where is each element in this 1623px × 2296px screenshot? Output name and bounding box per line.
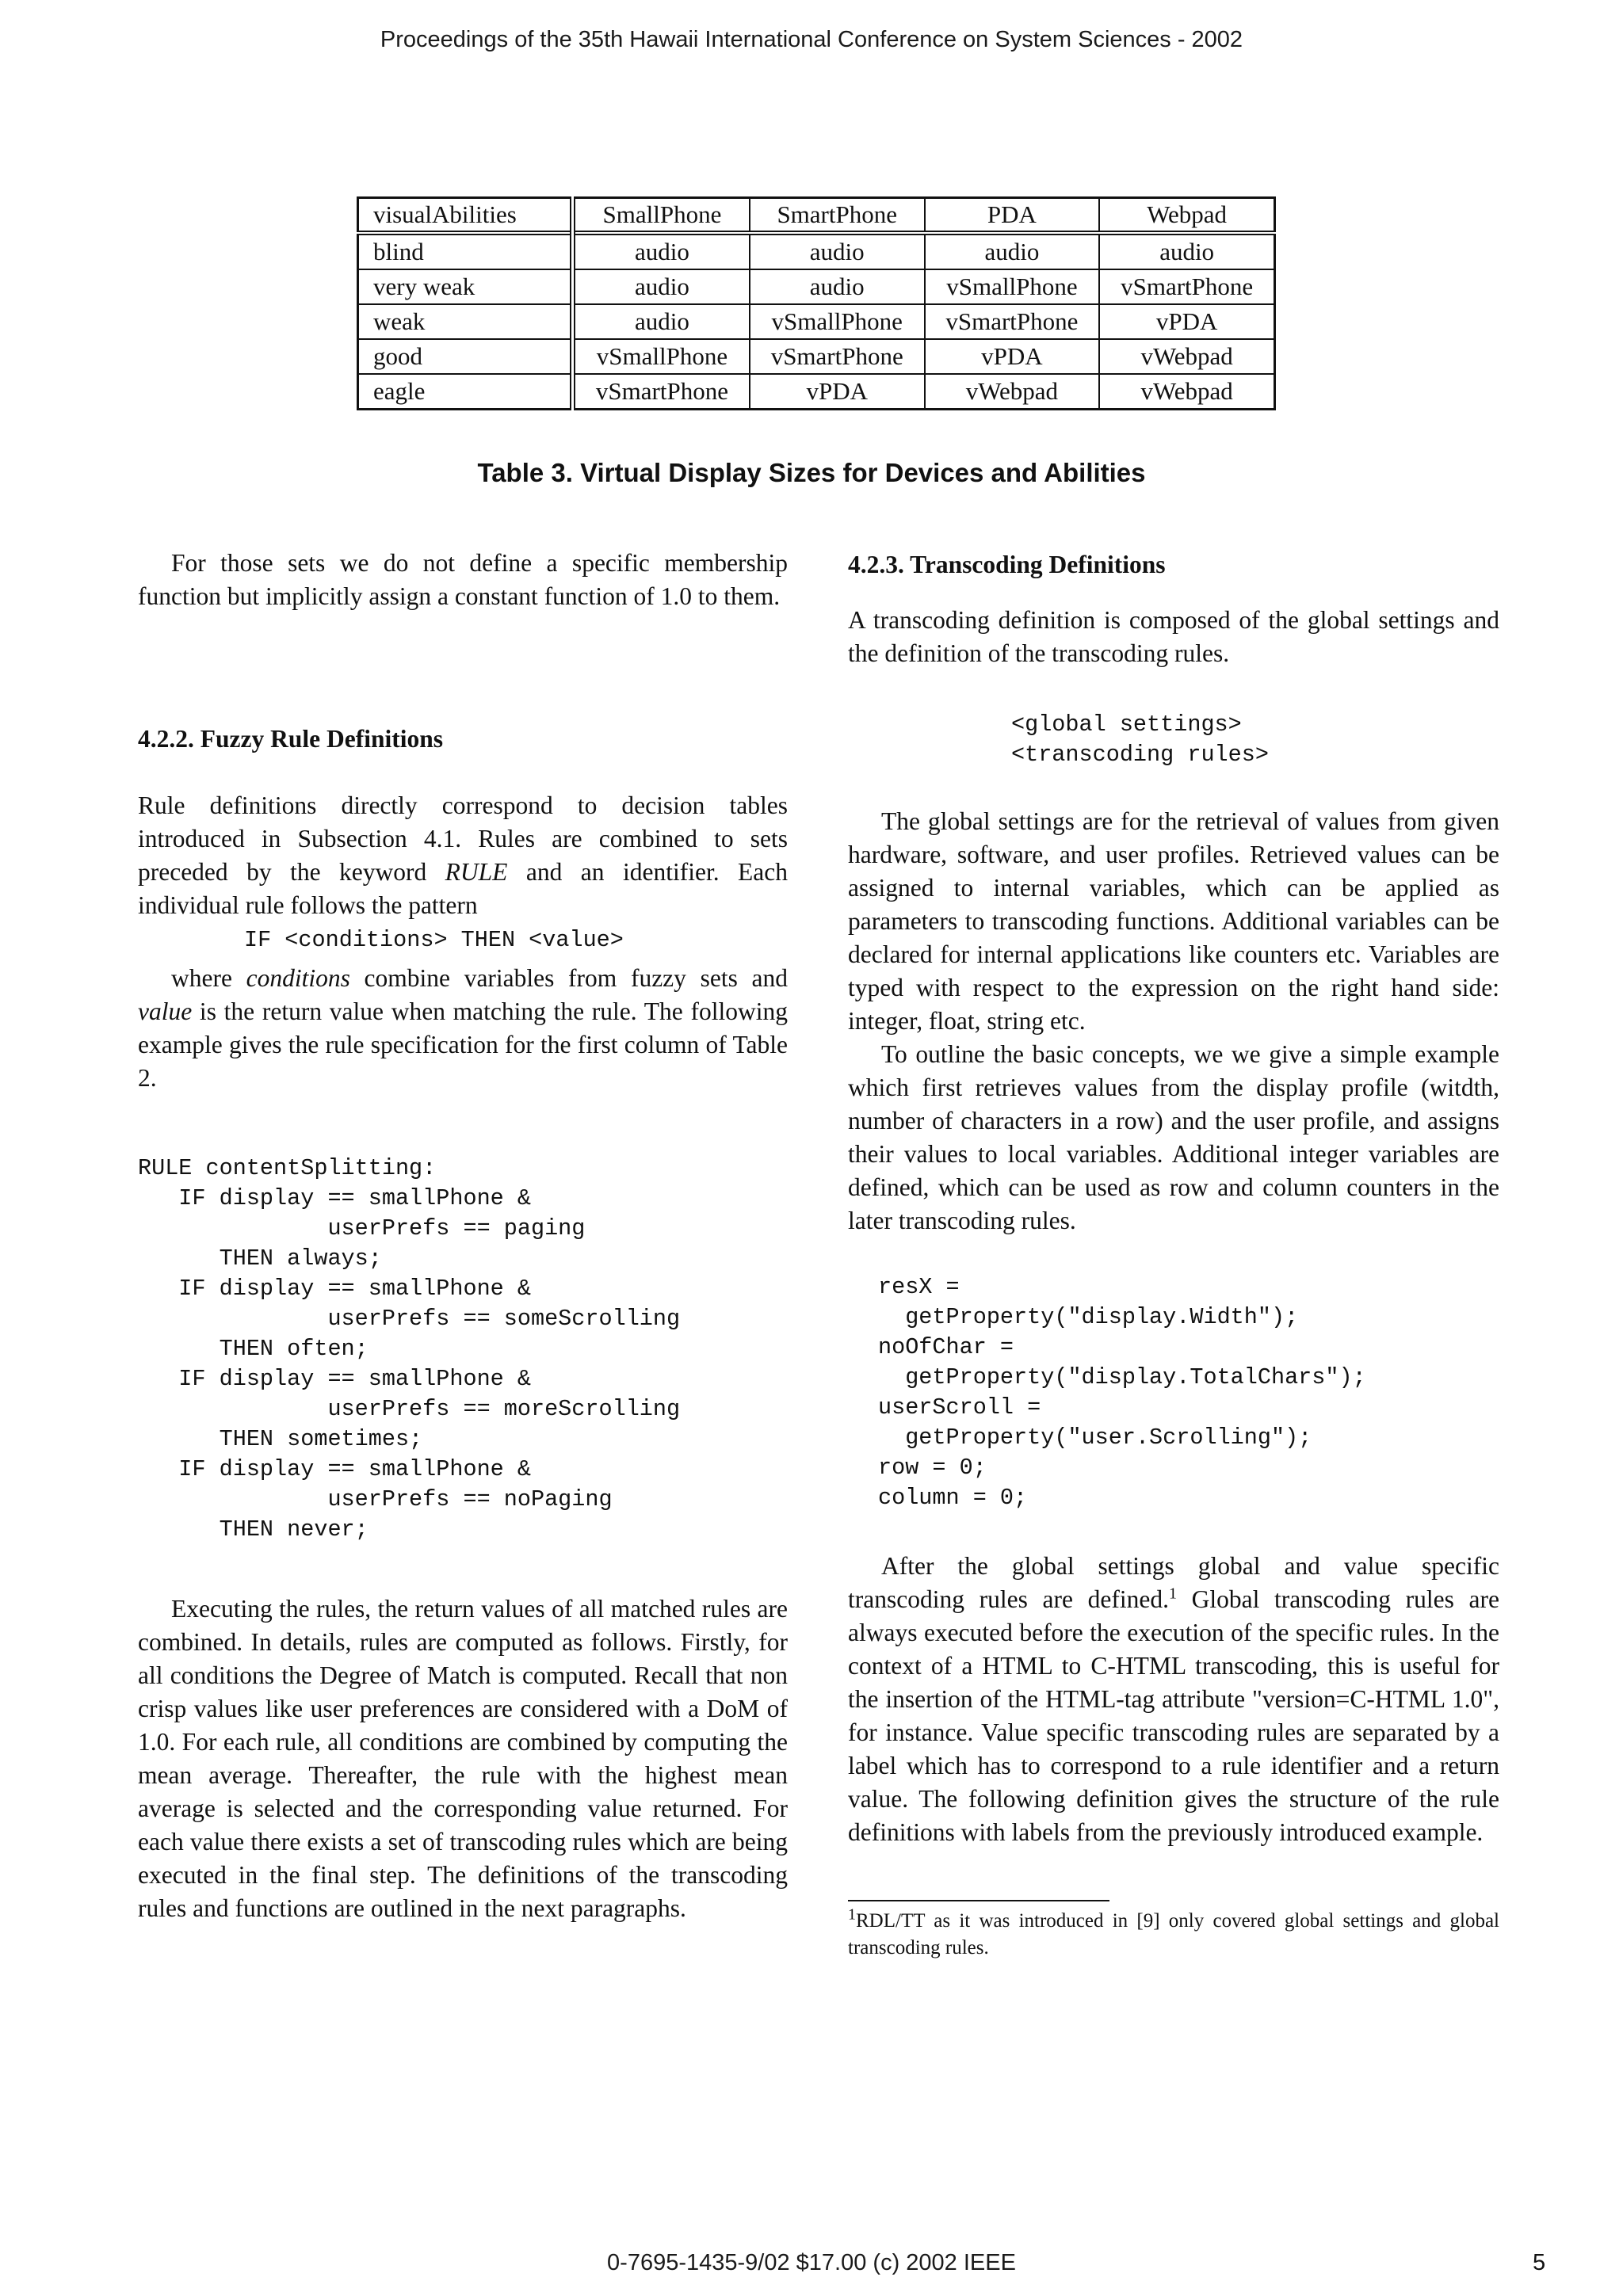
footnote-text: RDL/TT as it was introduced in [9] only covered global settings and global transcoding rules. [848,1910,1499,1958]
right-paragraph-3 [848,1038,1499,1238]
text-run: and an identifier. Each individual rule follows the pattern [138,858,788,919]
table-cell: vPDA [750,374,925,410]
table-cell: vSmallPhone [925,269,1100,304]
paragraph-text: For those sets we do not define a specific membership function but implicitly assign a constant function of 1.0 to them. [138,549,788,610]
left-paragraph-3 [138,962,788,1095]
left-paragraph-4 [138,1592,788,1925]
table-header-cell: PDA [925,198,1100,234]
footnote-number: 1 [848,1905,856,1924]
table-row [358,339,1275,374]
table-cell: vSmartPhone [750,339,925,374]
table-cell: vWebpad [1099,374,1274,410]
footnote-divider [848,1900,1109,1901]
table-cell: audio [750,233,925,269]
paragraph-text: To outline the basic concepts, we we give a simple example which first retrieves values from the display profile (witdth, number of characters in a row) and the user profile, and assigns their values to local variables. Additional integer variables are defined, which can be used as row and column counters in the later transcoding rules. [848,1040,1499,1234]
text-run: After the global settings global and value specific transcoding rules are defined. [848,1552,1499,1613]
table-cell: very weak [358,269,573,304]
right-paragraph-1 [848,604,1499,670]
table-cell: vSmartPhone [1099,269,1274,304]
table-cell: vSmallPhone [573,339,750,374]
table-cell: audio [573,304,750,339]
footnote-marker[interactable]: 1 [1168,1585,1177,1603]
table-cell: vPDA [925,339,1100,374]
section-heading-4-2-3: 4.2.3. Transcoding Definitions [848,551,1166,578]
rule-pattern: IF <conditions> THEN <value> [244,927,624,953]
definition-structure-code: <global settings> <transcoding rules> [1011,711,1269,768]
table-cell: eagle [358,374,573,410]
footnote [848,1905,1499,1962]
right-paragraph-2 [848,805,1499,1038]
table-header-cell: Webpad [1099,198,1274,234]
text-run: is the return value when matching the rule. The following example gives the rule specification for the first column of Table 2. [138,997,788,1092]
table-cell: weak [358,304,573,339]
table-cell: vSmallPhone [750,304,925,339]
table-cell: audio [573,269,750,304]
table-cell: audio [1099,233,1274,269]
term-emphasis: conditions [246,964,350,992]
table-row [358,374,1275,410]
running-header: Proceedings of the 35th Hawaii International Conference on System Sciences - 2002 [380,27,1243,52]
right-paragraph-4 [848,1550,1499,1849]
page-number: 5 [1533,2250,1546,2275]
copyright-footer: 0-7695-1435-9/02 $17.00 (c) 2002 IEEE [607,2250,1016,2275]
table-cell: audio [925,233,1100,269]
paragraph-text [848,1550,1499,1849]
paragraph-text [138,962,788,1095]
table-header-cell: visualAbilities [358,198,573,234]
table-cell: vSmartPhone [925,304,1100,339]
section-heading-4-2-2: 4.2.2. Fuzzy Rule Definitions [138,725,443,753]
table-cell: vSmartPhone [573,374,750,410]
table-cell: good [358,339,573,374]
virtual-display-table [357,196,1276,410]
table-row [358,233,1275,269]
paragraph-text: The global settings are for the retrieval of values from given hardware, software, and user profiles. Retrieved values can be assigned to internal variables, which can be applied as parameters to transcoding functions. Additional variables can be declared for internal applications like counters etc. Variables are typed with respect to the expression on the right hand side: integer, float, string etc. [848,807,1499,1035]
rule-code-listing: RULE contentSplitting: IF display == smallPhone & userPrefs == paging THEN always; IF display == smallPhone & userPrefs == someScrolling THEN often; IF display == smallPhone & userPrefs == moreScrolling THEN sometimes; IF display == smallPhone & userPrefs == noPaging THEN never; [138,1155,681,1543]
text-run: Rule definitions directly correspond to decision tables introduced in Subsection 4.1. Rules are combined to sets preceded by the keyword [138,791,788,886]
text-run: where [171,964,246,992]
paragraph-text [138,789,788,922]
table-cell: blind [358,233,573,269]
table-header-row [358,198,1275,234]
paragraph-text: Executing the rules, the return values of all matched rules are combined. In details, rules are computed as follows. Firstly, for all conditions the Degree of Match is computed. Recall that non crisp values like user preferences are considered with a DoM of 1.0. For each rule, all conditions are combined by computing the mean average. Thereafter, the rule with the highest mean average is selected and the corresponding value returned. For each value there exists a set of transcoding rules which are being executed in the final step. The definitions of the transcoding rules and functions are outlined in the next paragraphs. [138,1595,788,1922]
text-run: Global transcoding rules are always executed before the execution of the specific rules. In the context of a HTML to C-HTML transcoding, this is useful for the insertion of the HTML-tag attribute "version=C-HTML 1.0", for instance. Value specific transcoding rules are separated by a label which has to correspond to a rule identifier and a return value. The following definition gives the structure of the rule definitions with labels from the previously introduced example. [848,1585,1499,1846]
table-header-cell: SmartPhone [750,198,925,234]
table-cell: vPDA [1099,304,1274,339]
table-caption: Table 3. Virtual Display Sizes for Devices and Abilities [477,458,1146,487]
table-cell: audio [750,269,925,304]
term-emphasis: value [138,997,193,1025]
table-row [358,269,1275,304]
table-cell: vWebpad [1099,339,1274,374]
text-run: combine variables from fuzzy sets and [349,964,788,992]
global-settings-code: resX = getProperty("display.Width"); noOfChar = getProperty("display.TotalChars"); userScroll = getProperty("user.Scrolling"); row = 0; column = 0; [878,1274,1366,1511]
keyword-emphasis: RULE [445,858,508,886]
table-header-cell: SmallPhone [573,198,750,234]
left-paragraph-2 [138,789,788,922]
table-cell: audio [573,233,750,269]
paragraph-text: A transcoding definition is composed of the global settings and the definition of the transcoding rules. [848,606,1499,667]
table-cell: vWebpad [925,374,1100,410]
table-row [358,304,1275,339]
left-paragraph-1 [138,547,788,613]
